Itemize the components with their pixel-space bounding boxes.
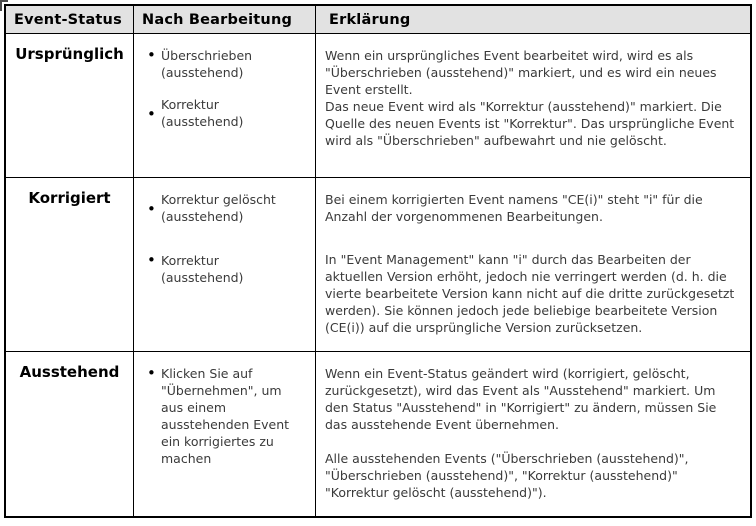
bullet-item: • Korrektur (ausstehend)	[146, 252, 304, 286]
bullet-cell	[134, 34, 316, 178]
explanation-cell	[316, 352, 750, 516]
bullet-item: • Korrektur gelöscht (ausstehend)	[146, 191, 304, 225]
explanation-cell	[316, 34, 750, 178]
header-cell-nach-bearbeitung: Nach Bearbeitung	[134, 6, 316, 34]
bullet-list	[146, 191, 311, 286]
bullet-item: • Klicken Sie auf "Übernehmen", um aus einem ausstehenden Event ein korrigiertes zu machen	[146, 365, 304, 467]
explanation-paragraph: Bei einem korrigierten Event namens "CE(i)" steht "i" für die Anzahl der vorgenommenen Bearbeitungen.	[325, 192, 703, 224]
explanation-paragraph: Wenn ein ursprüngliches Event bearbeitet wird, wird es als "Überschrieben (ausstehend)" markiert, und es wird ein neues Event erstellt.	[325, 48, 717, 97]
status-cell: Ausstehend	[6, 352, 134, 516]
bullet-item: • Korrektur (ausstehend)	[146, 96, 304, 130]
bullet-list	[146, 365, 311, 467]
explanation-paragraph: Das neue Event wird als "Korrektur (ausstehend)" markiert. Die Quelle des neuen Events ist "Korrektur". Das ursprüngliche Event wird als "Überschrieben" aufbewahrt und nie gelöscht.	[325, 99, 735, 148]
explanation-paragraph: Wenn ein Event-Status geändert wird (korrigiert, gelöscht, zurückgesetzt), wird das Event als "Ausstehend" markiert. Um den Status "Ausstehend" in "Korrigiert" zu ändern, müssen Sie das ausstehende Event übernehmen.	[325, 366, 717, 432]
explanation-cell	[316, 178, 750, 352]
status-cell: Korrigiert	[6, 178, 134, 352]
header-cell-event-status: Event-Status	[6, 6, 134, 34]
bullet-cell	[134, 178, 316, 352]
event-status-table	[4, 4, 752, 518]
bullet-item: • Überschrieben (ausstehend)	[146, 47, 304, 81]
status-cell: Ursprünglich	[6, 34, 134, 178]
explanation-paragraph: In "Event Management" kann "i" durch das Bearbeiten der aktuellen Version erhöht, jedoch nie verringert werden (d. h. die vierte bearbeitete Version kann nicht auf die dritte zurückgesetzt werden). Sie können jedoch jede beliebige bearbeitete Version (CE(i)) auf die ursprüngliche Version zurücksetzen.	[325, 252, 735, 335]
header-cell-erklaerung: Erklärung	[316, 6, 750, 34]
bullet-list	[146, 47, 311, 130]
bullet-cell	[134, 352, 316, 516]
explanation-paragraph: Alle ausstehenden Events ("Überschrieben (ausstehend)", "Überschrieben (ausstehend)", "Korrektur (ausstehend)" "Korrektur gelöscht (ausstehend)").	[325, 451, 689, 500]
